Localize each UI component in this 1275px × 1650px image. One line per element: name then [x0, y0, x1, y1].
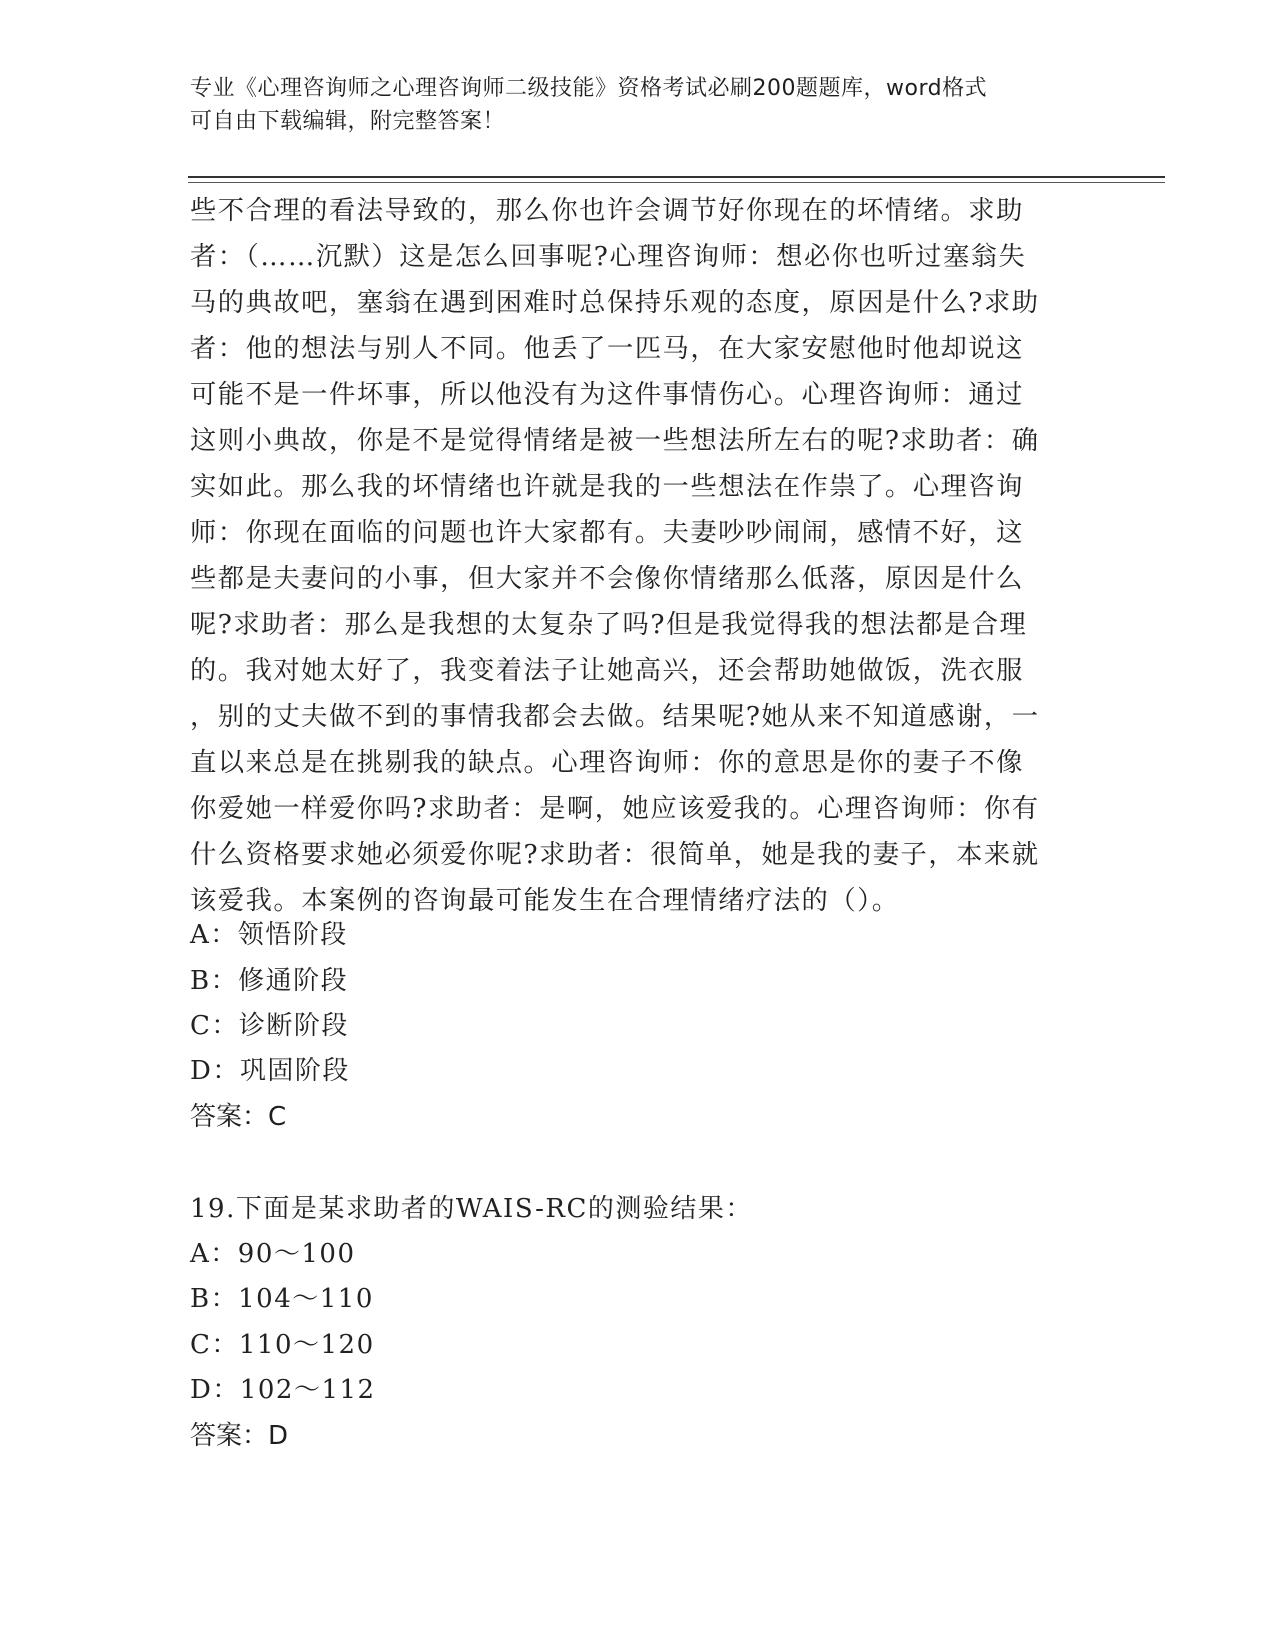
- header-line-1: 专业《心理咨询师之心理咨询师二级技能》资格考试必刷200题题库，word格式: [190, 76, 988, 101]
- q19-answer: 答案：D: [190, 1421, 289, 1451]
- q19-option-a: A：90～100: [190, 1239, 356, 1269]
- passage-line: 呢?求助者：那么是我想的太复杂了吗?但是我觉得我的想法都是合理: [190, 610, 1028, 640]
- passage-line: 师：你现在面临的问题也许大家都有。夫妻吵吵闹闹，感情不好，这: [190, 518, 1024, 548]
- passage-line: 可能不是一件坏事，所以他没有为这件事情伤心。心理咨询师：通过: [190, 380, 1024, 410]
- passage-line: 些不合理的看法导致的，那么你也许会调节好你现在的坏情绪。求助: [190, 196, 1024, 226]
- q19-option-c: C：110～120: [190, 1330, 375, 1360]
- passage-line: 什么资格要求她必须爱你呢?求助者：很简单，她是我的妻子，本来就: [190, 840, 1040, 870]
- passage-line: 马的典故吧，塞翁在遇到困难时总保持乐观的态度，原因是什么?求助: [190, 288, 1040, 318]
- q18-option-b: B：修通阶段: [190, 966, 349, 996]
- passage-line: 该爱我。本案例的咨询最可能发生在合理情绪疗法的（）。: [190, 886, 900, 916]
- passage-line: 的。我对她太好了，我变着法子让她高兴，还会帮助她做饭，洗衣服: [190, 656, 1024, 686]
- q19-option-b: B：104～110: [190, 1284, 374, 1314]
- passage-line: 实如此。那么我的坏情绪也许就是我的一些想法在作祟了。心理咨询: [190, 472, 1024, 502]
- header-rule-thin: [188, 182, 1165, 183]
- q18-option-d: D：巩固阶段: [190, 1056, 350, 1086]
- passage-line: 你爱她一样爱你吗?求助者：是啊，她应该爱我的。心理咨询师：你有: [190, 794, 1040, 824]
- passage-line: ，别的丈夫做不到的事情我都会去做。结果呢?她从来不知道感谢，一: [190, 702, 1040, 732]
- question-passage: [190, 188, 1085, 924]
- q18-answer: 答案：C: [190, 1102, 287, 1132]
- header-rule-thick: [188, 176, 1165, 178]
- q18-option-c: C：诊断阶段: [190, 1011, 349, 1041]
- passage-line: 直以来总是在挑剔我的缺点。心理咨询师：你的意思是你的妻子不像: [190, 748, 1024, 778]
- document-header: [190, 72, 1090, 138]
- header-line-2: 可自由下载编辑，附完整答案！: [190, 109, 506, 134]
- passage-line: 这则小典故，你是不是觉得情绪是被一些想法所左右的呢?求助者：确: [190, 426, 1040, 456]
- passage-line: 者：他的想法与别人不同。他丢了一匹马，在大家安慰他时他却说这: [190, 334, 1024, 364]
- passage-line: 些都是夫妻问的小事，但大家并不会像你情绪那么低落，原因是什么: [190, 564, 1024, 594]
- q19-option-d: D：102～112: [190, 1375, 376, 1405]
- passage-line: 者：（……沉默）这是怎么回事呢?心理咨询师：想必你也听过塞翁失: [190, 242, 1027, 272]
- q18-option-a: A：领悟阶段: [190, 920, 348, 950]
- q19-title: 19.下面是某求助者的WAIS-RC的测验结果：: [190, 1194, 753, 1224]
